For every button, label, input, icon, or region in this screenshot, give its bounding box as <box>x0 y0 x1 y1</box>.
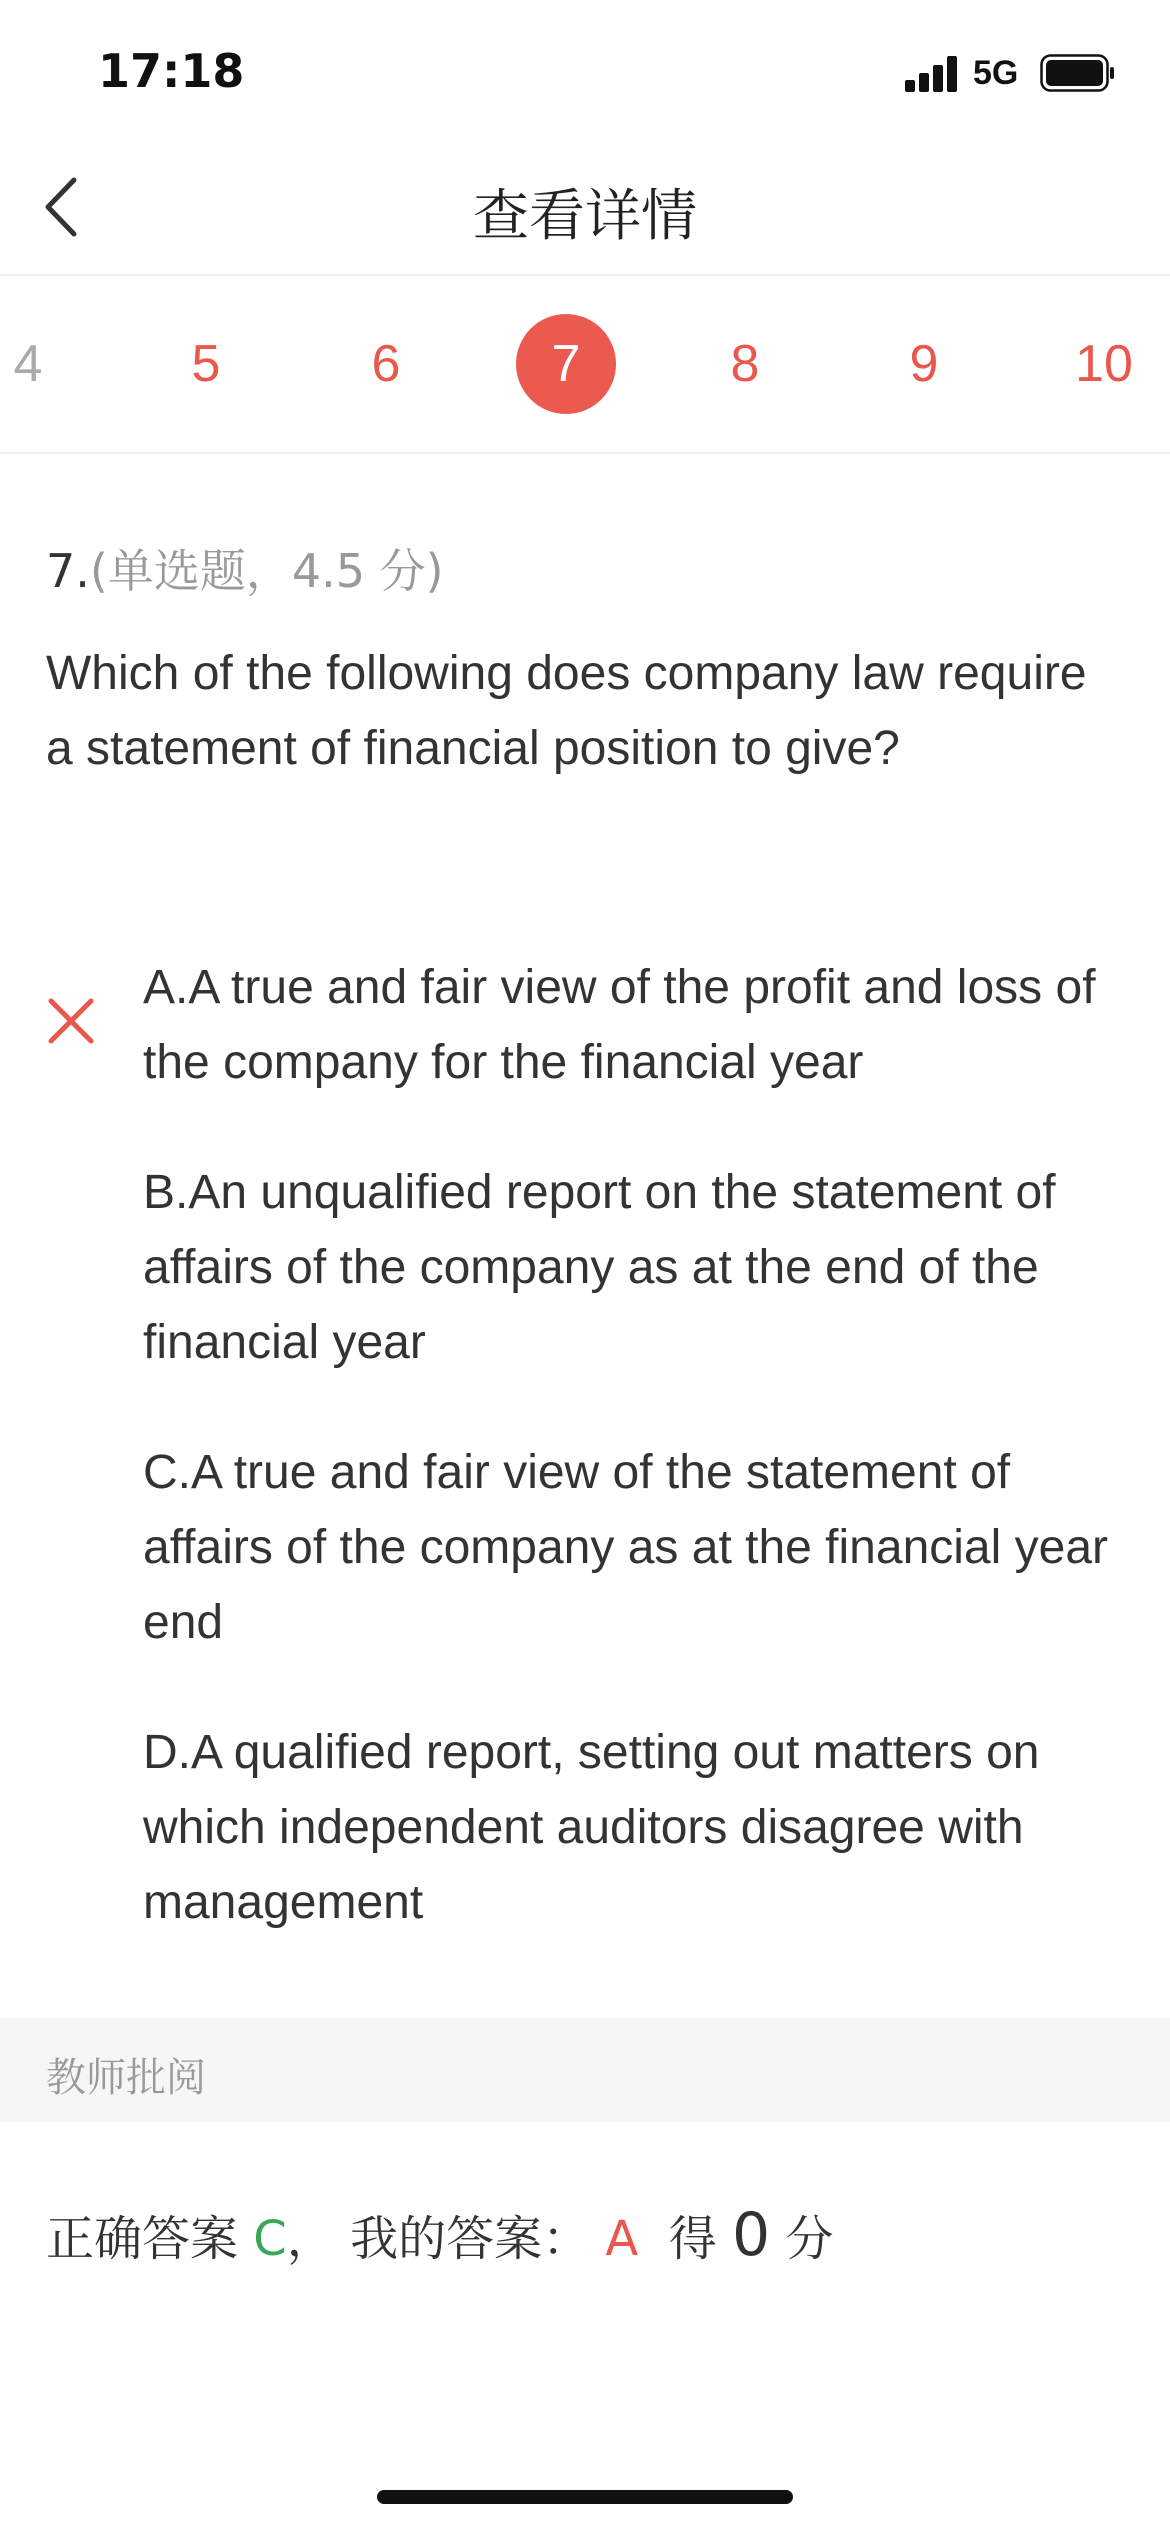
question-number-6[interactable]: 6 <box>371 335 401 393</box>
wrong-mark-icon <box>46 996 96 1046</box>
answer-summary <box>46 2200 833 2270</box>
question-number-7-active[interactable]: 7 <box>516 314 616 414</box>
option-d[interactable]: D.A qualified report, setting out matters on which independent auditors disagree with management <box>143 1726 1040 1929</box>
question-number-4[interactable]: 4 <box>13 335 43 393</box>
question-meta: (单选题，4.5 分) <box>89 544 444 598</box>
option-a[interactable]: A.A true and fair view of the profit and loss of the company for the financial year <box>143 961 1096 1089</box>
status-time: 17:18 <box>98 44 245 98</box>
question-header <box>46 535 444 601</box>
nav-bar <box>0 140 1170 276</box>
score-value: 0 <box>732 2200 771 2270</box>
home-indicator[interactable] <box>377 2490 793 2504</box>
question-number-9[interactable]: 9 <box>909 335 939 393</box>
network-type: 5G <box>973 54 1019 92</box>
question-number-8[interactable]: 8 <box>730 335 760 393</box>
question-number-strip <box>0 276 1170 454</box>
correct-answer-label: 正确答案 <box>46 2211 239 2267</box>
status-bar <box>0 0 1170 140</box>
teacher-review-label: 教师批阅 <box>46 2055 206 2101</box>
score-prefix: 得 <box>668 2211 717 2267</box>
question-number-10[interactable]: 10 <box>1075 335 1133 393</box>
correct-answer-value: C <box>253 2211 287 2267</box>
my-answer-label: 我的答案： <box>350 2211 591 2267</box>
my-answer-value: A <box>605 2211 639 2267</box>
question-stem: Which of the following does company law require a statement of financial position to give? <box>46 647 1087 775</box>
option-b[interactable]: B.An unqualified report on the statement of affairs of the company as at the end of the financial year <box>143 1166 1056 1369</box>
answer-separator: ， <box>286 2211 335 2267</box>
battery-icon <box>1040 54 1116 92</box>
option-c[interactable]: C.A true and fair view of the statement of affairs of the company as at the financial year end <box>143 1446 1108 1649</box>
question-number-5[interactable]: 5 <box>191 335 221 393</box>
page-title: 查看详情 <box>473 184 697 249</box>
score-suffix: 分 <box>785 2211 834 2267</box>
teacher-review-section <box>0 2018 1170 2122</box>
question-number: 7. <box>46 544 90 598</box>
signal-icon <box>905 56 961 92</box>
